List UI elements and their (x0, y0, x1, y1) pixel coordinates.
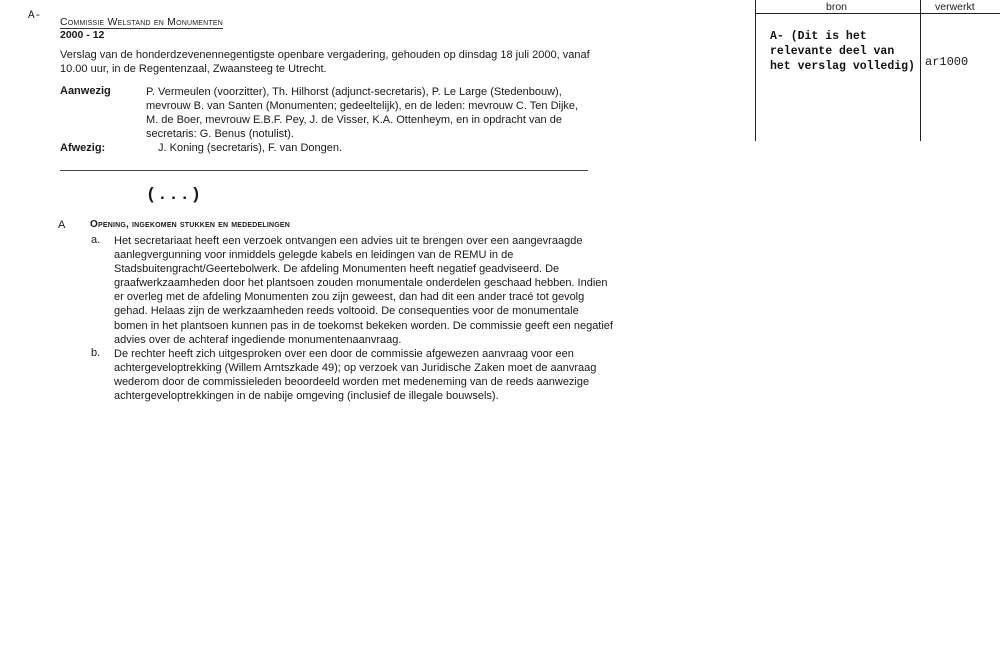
section-letter: A (58, 219, 66, 231)
item-letter: a. (91, 234, 101, 246)
table-column-divider (920, 0, 921, 141)
document-number: 2000 - 12 (60, 29, 105, 41)
divider-line (60, 170, 588, 171)
section-title: Opening, ingekomen stukken en mededelingen (90, 219, 291, 230)
processed-code: ar1000 (925, 55, 969, 69)
column-header-processed: verwerkt (935, 1, 975, 13)
absent-text: J. Koning (secretaris), F. van Dongen. (158, 142, 343, 154)
omission-marker: (...) (146, 186, 203, 205)
table-top-border (755, 13, 1000, 14)
column-header-source: bron (826, 1, 848, 13)
item-text: Het secretariaat heeft een verzoek ontvangen een advies uit te brengen over een aangevraagde aanlegvergunning voor inmiddels gelegde kabels en leidingen van de REMU in de Stadsbuitengracht/Geertebolwerk. De afdeling Monumenten heeft negatief geadviseerd. De graafwerkzaamheden door het plantsoen zouden monumentale onderdelen geschaad hebben. Indien er overleg met de afdeling Monumenten zou zijn geweest, dan had dit een ander tracé tot gevolg gehad. Helaas zijn de werkzaamheden reeds voltooid. De consequenties voor de monumentale bomen in het plantsoen kunnen pas in de toekomst bekeken worden. De commissie geeft een negatief advies over de achteraf ingediende monumentenaanvraag. (114, 235, 613, 346)
absent-label: Afwezig: (60, 142, 106, 154)
organization-title: Commissie Welstand en Monumenten (60, 16, 223, 28)
present-text: P. Vermeulen (voorzitter), Th. Hilhorst (adjunct-secretaris), P. Le Large (Stedenbouw), mevrouw B. van Santen (Monumenten; gedeeltelijk), en de leden: mevrouw C. Ten Dijke, M. de Boer, mevrouw E.B.F. Pey, J. de Visser, K.A. Ottenheym, en in opdracht van de secretaris: G. Benus (notulist). (146, 86, 579, 140)
present-label: Aanwezig (60, 85, 111, 97)
intro-paragraph: Verslag van de honderdzevenennegentigste openbare vergadering, gehouden op dinsdag 18 juli 2000, vanaf 10.00 uur, in de Regentenzaal, Zwaansteeg te Utrecht. (60, 49, 590, 75)
margin-marker: A- (28, 10, 42, 22)
table-left-border (755, 0, 756, 141)
item-letter: b. (91, 347, 101, 359)
item-text: De rechter heeft zich uitgesproken over een door de commissie afgewezen aanvraag voor een achtergeveloptrekking (Willem Arntszkade 49); op verzoek van Juridische Zaken moet de aanvraag wederom door de commissieleden beoordeeld worden met medeneming van de reeds aanwezige achtergeveloptrekkingen in de nabije omgeving (inclusief de illegale bouwsels). (114, 348, 597, 403)
source-note: A- (Dit is het relevante deel van het verslag volledig) (770, 30, 915, 73)
